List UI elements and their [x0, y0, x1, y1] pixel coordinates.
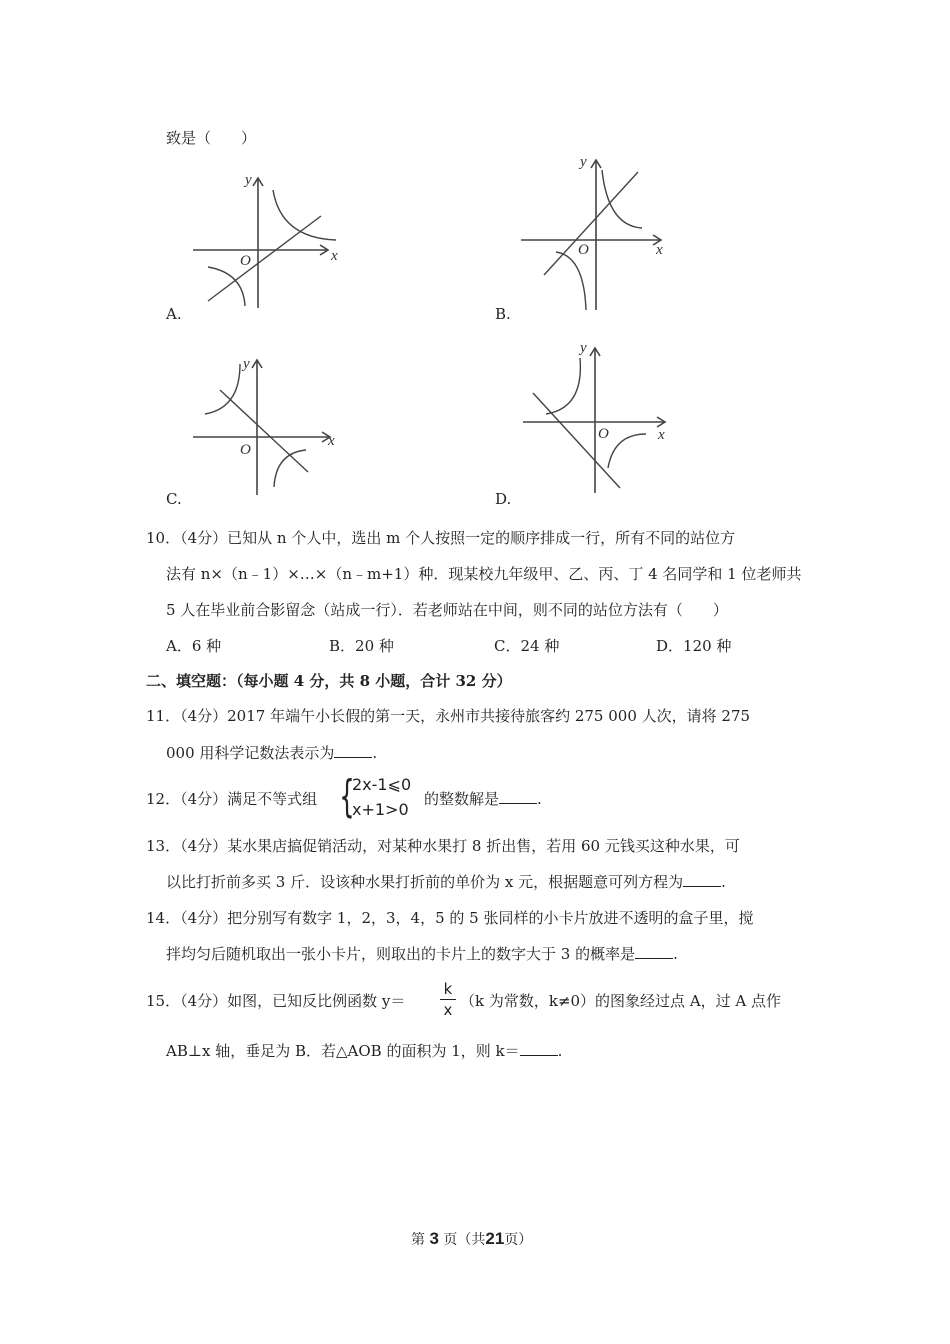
- graph-b-x: x: [656, 242, 663, 258]
- q13-answer-blank: [683, 872, 721, 887]
- footer-pre: 第: [411, 1232, 425, 1248]
- q10-line1: 10．（4分）已知从 n 个人中，选出 m 个人按照一定的顺序排成一行，所有不同的站位方: [146, 529, 736, 547]
- graph-a-origin: O: [240, 253, 251, 269]
- footer-mid: 页（共: [443, 1232, 486, 1248]
- graph-a: [188, 168, 348, 313]
- q15-line2: [166, 1041, 562, 1061]
- footer-page-number: 3: [429, 1229, 439, 1248]
- graph-c-y: y: [243, 356, 250, 372]
- q15-prefix: 15．（4分）如图，已知反比例函数 y＝: [146, 992, 406, 1010]
- q11-end: .: [372, 744, 378, 762]
- q14-line2: [166, 944, 678, 964]
- q12-answer-blank: [499, 789, 537, 804]
- q10-line3: 5 人在毕业前合影留念（站成一行）．若老师站在中间，则不同的站位方法有（ ）: [166, 601, 728, 619]
- q10-option-c: C．24 种: [494, 637, 560, 655]
- q14-answer-blank: [635, 944, 673, 959]
- q13-line2-text: 以比打折前多买 3 斤．设该种水果打折前的单价为 x 元，根据题意可列方程为: [166, 873, 684, 891]
- graph-d-x: x: [658, 427, 665, 443]
- q11-line2: [166, 743, 377, 763]
- q12-brace: {: [339, 771, 355, 822]
- q15-frac-bar: [440, 999, 456, 1000]
- graph-c-x: x: [328, 433, 335, 449]
- option-a-label: A.: [166, 305, 182, 323]
- graph-b-y: y: [580, 154, 587, 170]
- graph-a-y: y: [245, 172, 252, 188]
- q13-end: .: [721, 873, 726, 891]
- q15-line2-text: AB⊥x 轴，垂足为 B．若△AOB 的面积为 1，则 k＝: [166, 1042, 520, 1060]
- option-c-label: C.: [166, 490, 182, 508]
- graph-d-y: y: [580, 340, 587, 356]
- option-d-label: D.: [495, 490, 512, 508]
- q12-prefix: 12．（4分）满足不等式组: [146, 790, 318, 808]
- q9-tail: 致是（ ）: [166, 129, 257, 147]
- q14-line2-text: 拌均匀后随机取出一张小卡片，则取出的卡片上的数字大于 3 的概率是: [166, 945, 636, 963]
- graph-a-x: x: [331, 248, 338, 264]
- q15-frac-num: k: [443, 980, 453, 998]
- q13-line1: 13．（4分）某水果店搞促销活动，对某种水果打 8 折出售，若用 60 元钱买这种水果，可: [146, 837, 740, 855]
- page-footer: [411, 1229, 532, 1249]
- option-b-label: B.: [495, 305, 511, 323]
- q14-line1: 14．（4分）把分别写有数字 1，2，3，4，5 的 5 张同样的小卡片放进不透明的盒子里，搅: [146, 909, 754, 927]
- q15-end: .: [557, 1042, 563, 1060]
- q12-end: .: [537, 790, 542, 808]
- q10-line2: 法有 n×（n﹣1）×…×（n﹣m+1）种．现某校九年级甲、乙、丙、丁 4 名同学和 1 位老师共: [166, 565, 802, 583]
- graph-d: [518, 338, 678, 498]
- q11-line2-text: 000 用科学记数法表示为: [166, 744, 335, 762]
- graph-b-origin: O: [578, 242, 589, 258]
- q12-ineq2: x+1>0: [352, 800, 409, 819]
- q10-option-b: B．20 种: [329, 637, 394, 655]
- q11-answer-blank: [334, 743, 372, 758]
- footer-total-pages: 21: [485, 1229, 505, 1248]
- section-2-heading: 二、填空题：（每小题 4 分，共 8 小题，合计 32 分）: [146, 672, 512, 690]
- q15-answer-blank: [520, 1041, 558, 1056]
- q10-option-d: D．120 种: [656, 637, 732, 655]
- q15-fraction: [440, 980, 456, 1019]
- graph-b: [516, 150, 676, 310]
- q11-line1: 11．（4分）2017 年端午小长假的第一天，永州市共接待旅客约 275 000 人次，请将 275: [146, 707, 751, 725]
- q10-option-a: A．6 种: [166, 637, 222, 655]
- q12-suffix-wrap: [424, 789, 542, 809]
- q12-suffix: 的整数解是: [424, 790, 500, 808]
- q14-end: .: [673, 945, 678, 963]
- q12-ineq1: 2x-1⩽0: [352, 775, 412, 794]
- footer-post: 页）: [504, 1232, 533, 1248]
- graph-c: [190, 352, 350, 497]
- graph-c-origin: O: [240, 442, 251, 458]
- q13-line2: [166, 872, 726, 892]
- q15-frac-den: x: [443, 1001, 453, 1019]
- q15-suffix: （k 为常数，k≠0）的图象经过点 A，过 A 点作: [460, 992, 782, 1010]
- graph-d-origin: O: [598, 426, 609, 442]
